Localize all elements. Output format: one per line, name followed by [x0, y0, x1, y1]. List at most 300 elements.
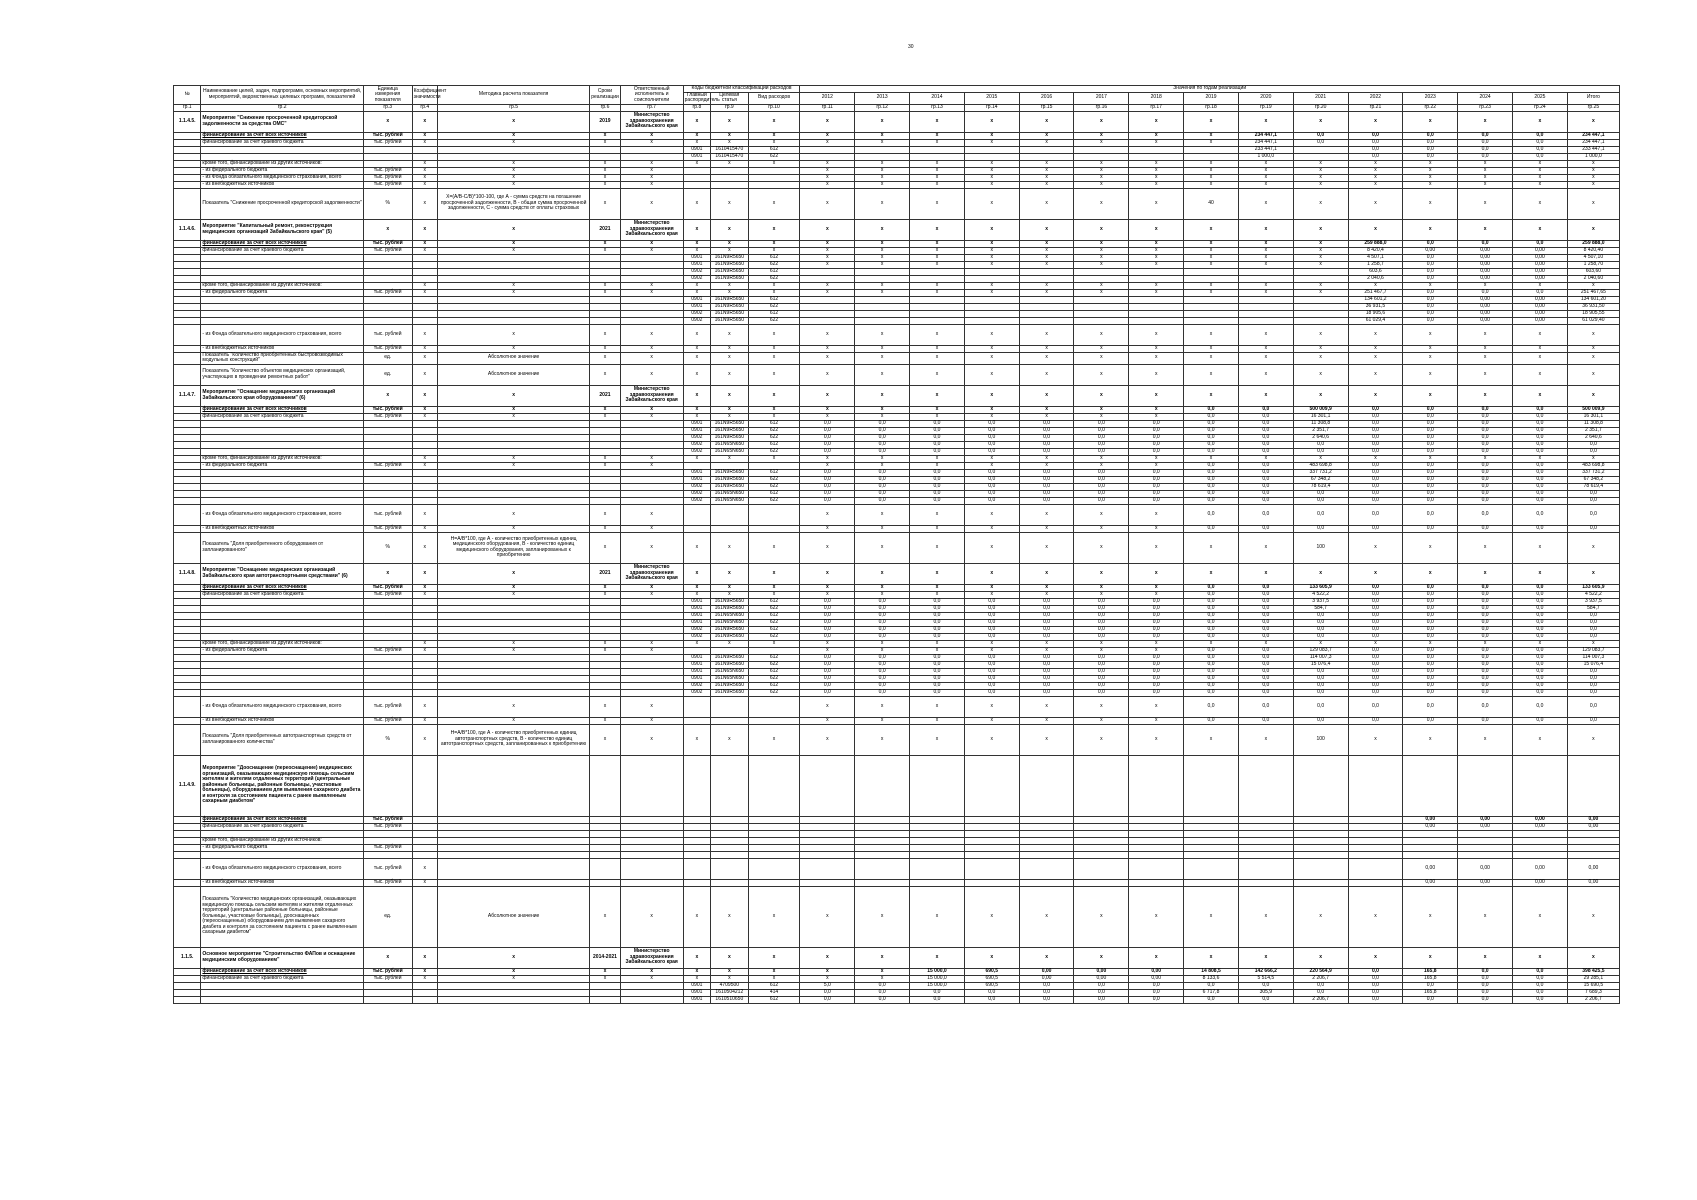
cell-no — [174, 188, 201, 219]
cell-col-20: 0,0 — [1293, 619, 1348, 626]
cell-deadline: 2021 — [590, 563, 620, 584]
cell-col-16: 0,0 — [1074, 434, 1129, 441]
table-row — [174, 240, 1620, 247]
cell-no — [174, 612, 201, 619]
cell-col-14: 0,0 — [964, 469, 1019, 476]
cell-col-10 — [748, 717, 800, 724]
cell-responsible: х — [620, 717, 683, 724]
cell-col-11 — [800, 823, 855, 830]
cell-col-20: 78 619,4 — [1293, 483, 1348, 490]
cell-col-23: х — [1458, 724, 1513, 755]
cell-name: - из федерального бюджета — [201, 167, 363, 174]
cell-col-17: 0,0 — [1129, 689, 1184, 696]
cell-col-18: 0,0 — [1184, 497, 1239, 504]
cell-col-25: 0,00 — [1567, 816, 1619, 823]
table-row — [174, 132, 1620, 139]
cell-coef — [412, 844, 437, 851]
cell-col-18 — [1184, 837, 1239, 844]
cell-col-23 — [1458, 851, 1513, 858]
cell-col-14 — [964, 296, 1019, 303]
cell-col-14: 0,0 — [964, 661, 1019, 668]
cell-no — [174, 406, 201, 413]
cell-col-20 — [1293, 879, 1348, 886]
cell-col-15 — [1019, 303, 1074, 310]
cell-unit: тыс. рублей — [363, 174, 412, 181]
cell-col-23: х — [1458, 364, 1513, 385]
cell-deadline: 2019 — [590, 111, 620, 132]
cell-col-16: х — [1074, 254, 1129, 261]
cell-responsible: х — [620, 174, 683, 181]
cell-col-25: 337 731,2 — [1567, 469, 1619, 476]
cell-col-24: 0,0 — [1512, 633, 1567, 640]
cell-col-17: х — [1129, 640, 1184, 647]
cell-unit: тыс. рублей — [363, 240, 412, 247]
cell-col-8: х — [683, 324, 710, 345]
cell-col-10: 612 — [748, 469, 800, 476]
cell-col-9 — [711, 879, 749, 886]
cell-col-13: х — [910, 406, 965, 413]
cell-col-10: 622 — [748, 675, 800, 682]
cell-col-16: х — [1074, 413, 1129, 420]
cell-col-19 — [1238, 879, 1293, 886]
cell-col-15: х — [1019, 132, 1074, 139]
cell-col-17 — [1129, 303, 1184, 310]
cell-coef: х — [412, 345, 437, 352]
cell-col-12: х — [855, 385, 910, 406]
cell-col-18: 0,0 — [1184, 647, 1239, 654]
cell-col-15: х — [1019, 364, 1074, 385]
cell-coef — [412, 497, 437, 504]
cell-name: кроме того, финансирование из других источников: — [201, 455, 363, 462]
cell-col-22: х — [1403, 324, 1458, 345]
cell-col-17 — [1129, 268, 1184, 275]
cell-coef — [412, 469, 437, 476]
cell-col-16: х — [1074, 591, 1129, 598]
cell-col-19: 0,0 — [1238, 490, 1293, 497]
cell-col-13: 0,0 — [910, 682, 965, 689]
cell-col-22: 0,0 — [1403, 476, 1458, 483]
cell-col-14: х — [964, 174, 1019, 181]
cell-col-10: х — [748, 111, 800, 132]
cell-col-18: 0,0 — [1184, 448, 1239, 455]
cell-col-23: 0,0 — [1458, 139, 1513, 146]
table-row — [174, 167, 1620, 174]
cell-col-9: 161N9R5650 — [711, 483, 749, 490]
cell-col-15: х — [1019, 240, 1074, 247]
cell-col-13: х — [910, 504, 965, 525]
cell-col-23: 0,0 — [1458, 633, 1513, 640]
cell-col-11: 0,0 — [800, 619, 855, 626]
cell-col-24: 0,0 — [1512, 982, 1567, 989]
cell-method — [437, 682, 589, 689]
cell-method — [437, 755, 589, 816]
cell-col-20: 0,0 — [1293, 682, 1348, 689]
cell-col-13: х — [910, 584, 965, 591]
cell-col-9: 161N9R5650 — [711, 476, 749, 483]
cell-deadline: х — [590, 247, 620, 254]
cell-name: кроме того, финансирование из других источников: — [201, 282, 363, 289]
cell-col-15: 0,00 — [1019, 968, 1074, 975]
cell-name — [201, 612, 363, 619]
cell-unit — [363, 989, 412, 996]
column-number-1: гр.1 — [174, 104, 201, 111]
cell-col-10: 622 — [748, 303, 800, 310]
cell-col-21: 0,0 — [1348, 483, 1403, 490]
cell-col-12: х — [855, 717, 910, 724]
cell-col-8: 0901 — [683, 303, 710, 310]
cell-col-13: х — [910, 563, 965, 584]
cell-col-12 — [855, 858, 910, 879]
cell-col-9: 161N65N650 — [711, 675, 749, 682]
cell-col-14: х — [964, 886, 1019, 947]
cell-unit — [363, 160, 412, 167]
cell-col-18: х — [1184, 160, 1239, 167]
cell-col-19: х — [1238, 345, 1293, 352]
cell-col-14: х — [964, 385, 1019, 406]
cell-no — [174, 689, 201, 696]
cell-col-18: 0,0 — [1184, 441, 1239, 448]
cell-col-21: 0,0 — [1348, 434, 1403, 441]
header-year-Итого: Итого — [1567, 92, 1619, 104]
cell-responsible — [620, 268, 683, 275]
cell-col-9: 161N9R5650 — [711, 682, 749, 689]
table-row — [174, 619, 1620, 626]
cell-coef: х — [412, 879, 437, 886]
cell-col-15: 0,0 — [1019, 689, 1074, 696]
cell-col-8: х — [683, 219, 710, 240]
cell-col-8: х — [683, 532, 710, 563]
cell-responsible — [620, 448, 683, 455]
cell-coef: х — [412, 532, 437, 563]
cell-col-10: х — [748, 413, 800, 420]
cell-no — [174, 160, 201, 167]
cell-col-8: 0901 — [683, 476, 710, 483]
cell-deadline: х — [590, 717, 620, 724]
cell-col-25: 0,0 — [1567, 504, 1619, 525]
cell-col-23: х — [1458, 160, 1513, 167]
cell-col-20: 0,0 — [1293, 989, 1348, 996]
cell-col-23: х — [1458, 886, 1513, 947]
cell-col-19: 0,0 — [1238, 497, 1293, 504]
cell-col-23: 0,0 — [1458, 240, 1513, 247]
cell-col-10: 622 — [748, 317, 800, 324]
cell-col-23: 0,0 — [1458, 420, 1513, 427]
cell-col-11: х — [800, 640, 855, 647]
cell-col-11: 0,0 — [800, 469, 855, 476]
cell-col-11: 0,0 — [800, 689, 855, 696]
cell-name: Показатель "Количество объектов медицинских организаций, участвующих в проведении ремонтных работ" — [201, 364, 363, 385]
cell-unit — [363, 476, 412, 483]
cell-col-11: х — [800, 504, 855, 525]
cell-coef — [412, 476, 437, 483]
cell-name — [201, 661, 363, 668]
program-table — [173, 85, 1620, 1004]
cell-col-15: 0,0 — [1019, 633, 1074, 640]
column-number-3: гр.3 — [363, 104, 412, 111]
cell-coef: х — [412, 413, 437, 420]
cell-col-16: 0,0 — [1074, 448, 1129, 455]
cell-deadline — [590, 654, 620, 661]
cell-deadline: х — [590, 647, 620, 654]
cell-col-17: х — [1129, 696, 1184, 717]
cell-col-17: 0,0 — [1129, 448, 1184, 455]
cell-col-9: 161N9R5650 — [711, 689, 749, 696]
cell-col-23: 0,00 — [1458, 310, 1513, 317]
cell-col-24: 0,0 — [1512, 139, 1567, 146]
cell-col-19 — [1238, 837, 1293, 844]
cell-col-14: х — [964, 696, 1019, 717]
cell-col-18: х — [1184, 174, 1239, 181]
cell-col-12: 0,0 — [855, 661, 910, 668]
cell-name: кроме того, финансирование из других источников: — [201, 837, 363, 844]
cell-responsible — [620, 823, 683, 830]
cell-col-15 — [1019, 823, 1074, 830]
cell-deadline: х — [590, 584, 620, 591]
cell-col-14 — [964, 816, 1019, 823]
cell-col-25: х — [1567, 455, 1619, 462]
cell-col-9: 161N9R5650 — [711, 310, 749, 317]
cell-col-18 — [1184, 851, 1239, 858]
cell-col-13: х — [910, 247, 965, 254]
table-row — [174, 174, 1620, 181]
cell-col-22: 0,0 — [1403, 275, 1458, 282]
cell-col-11 — [800, 844, 855, 851]
cell-no — [174, 413, 201, 420]
cell-name: финансирование за счет краевого бюджета — [201, 823, 363, 830]
cell-col-24: х — [1512, 174, 1567, 181]
cell-col-18: 0,0 — [1184, 717, 1239, 724]
cell-col-12 — [855, 837, 910, 844]
table-row — [174, 844, 1620, 851]
cell-col-22 — [1403, 755, 1458, 816]
cell-col-15 — [1019, 755, 1074, 816]
cell-col-17 — [1129, 879, 1184, 886]
cell-name: финансирование за счет краевого бюджета — [201, 975, 363, 982]
cell-no — [174, 490, 201, 497]
cell-unit: тыс. рублей — [363, 247, 412, 254]
cell-col-10 — [748, 462, 800, 469]
cell-col-22: 0,0 — [1403, 504, 1458, 525]
cell-name — [201, 989, 363, 996]
cell-col-16: х — [1074, 261, 1129, 268]
cell-responsible: х — [620, 886, 683, 947]
cell-col-8: х — [683, 724, 710, 755]
cell-no — [174, 462, 201, 469]
header-year-2013: 2013 — [855, 92, 910, 104]
cell-col-8: 0901 — [683, 654, 710, 661]
cell-col-8: х — [683, 139, 710, 146]
cell-no: 1.1.4.6. — [174, 219, 201, 240]
cell-responsible: х — [620, 455, 683, 462]
cell-col-19: 0,0 — [1238, 598, 1293, 605]
header-budget-2: Целевая статья — [711, 92, 749, 104]
cell-method: х — [437, 504, 589, 525]
cell-unit: х — [363, 947, 412, 968]
cell-col-11: х — [800, 240, 855, 247]
cell-coef — [412, 626, 437, 633]
cell-col-12: х — [855, 724, 910, 755]
cell-col-8: 0902 — [683, 626, 710, 633]
cell-deadline: х — [590, 324, 620, 345]
cell-col-21: 61 029,4 — [1348, 317, 1403, 324]
cell-col-11: 0,0 — [800, 598, 855, 605]
cell-col-16: х — [1074, 240, 1129, 247]
cell-col-24: 0,0 — [1512, 668, 1567, 675]
cell-col-18: 0,0 — [1184, 668, 1239, 675]
column-number-20: гр.20 — [1293, 104, 1348, 111]
table-row — [174, 261, 1620, 268]
table-row — [174, 989, 1620, 996]
cell-coef: х — [412, 724, 437, 755]
cell-deadline — [590, 490, 620, 497]
cell-col-18: 0,0 — [1184, 619, 1239, 626]
cell-col-19: 0,0 — [1238, 605, 1293, 612]
cell-col-9: х — [711, 591, 749, 598]
cell-responsible: х — [620, 647, 683, 654]
cell-col-18: х — [1184, 139, 1239, 146]
cell-method: х — [437, 132, 589, 139]
cell-col-16: х — [1074, 188, 1129, 219]
cell-col-21: 0,0 — [1348, 490, 1403, 497]
cell-col-8: х — [683, 947, 710, 968]
cell-col-16: х — [1074, 455, 1129, 462]
cell-col-11: 0,0 — [800, 483, 855, 490]
cell-deadline — [590, 254, 620, 261]
cell-col-11: 0,0 — [800, 989, 855, 996]
cell-col-11: х — [800, 647, 855, 654]
column-number-21: гр.21 — [1348, 104, 1403, 111]
column-number-22: гр.22 — [1403, 104, 1458, 111]
cell-col-19 — [1238, 275, 1293, 282]
cell-col-10: х — [748, 886, 800, 947]
cell-col-24: 0,0 — [1512, 612, 1567, 619]
cell-col-18: 0,0 — [1184, 605, 1239, 612]
cell-col-24: 0,00 — [1512, 317, 1567, 324]
cell-col-8 — [683, 181, 710, 188]
cell-no: 1.1.4.9. — [174, 755, 201, 816]
cell-col-25: 500 009,9 — [1567, 406, 1619, 413]
cell-col-20: 3 937,5 — [1293, 598, 1348, 605]
cell-col-18 — [1184, 844, 1239, 851]
cell-name: - из Фонда обязательного медицинского страхования, всего — [201, 504, 363, 525]
cell-col-10 — [748, 504, 800, 525]
cell-col-8: 0901 — [683, 612, 710, 619]
cell-deadline — [590, 823, 620, 830]
cell-col-15: х — [1019, 324, 1074, 345]
cell-col-24: 0,0 — [1512, 675, 1567, 682]
cell-col-9: 161N9R5650 — [711, 434, 749, 441]
cell-method: Абсолютное значение — [437, 352, 589, 364]
cell-col-10: х — [748, 282, 800, 289]
cell-col-22: 0,0 — [1403, 717, 1458, 724]
cell-col-9: х — [711, 886, 749, 947]
cell-no — [174, 975, 201, 982]
cell-col-23: 0,0 — [1458, 717, 1513, 724]
cell-col-23: 0,0 — [1458, 682, 1513, 689]
cell-col-21: 1 258,7 — [1348, 261, 1403, 268]
cell-col-23 — [1458, 844, 1513, 851]
cell-col-9: х — [711, 240, 749, 247]
cell-col-11: х — [800, 406, 855, 413]
cell-col-17: х — [1129, 455, 1184, 462]
cell-col-14: х — [964, 188, 1019, 219]
cell-col-8 — [683, 174, 710, 181]
cell-responsible: х — [620, 167, 683, 174]
cell-method: х — [437, 975, 589, 982]
cell-col-10: 622 — [748, 633, 800, 640]
cell-col-25: 0,0 — [1567, 689, 1619, 696]
cell-col-16: х — [1074, 167, 1129, 174]
cell-col-25: 233 447,1 — [1567, 146, 1619, 153]
cell-col-18: х — [1184, 532, 1239, 563]
cell-col-10: 612 — [748, 268, 800, 275]
cell-col-8: х — [683, 364, 710, 385]
cell-col-11: х — [800, 219, 855, 240]
cell-col-11: х — [800, 160, 855, 167]
cell-col-21: 0,0 — [1348, 525, 1403, 532]
cell-col-13: 0,0 — [910, 612, 965, 619]
cell-col-10: 622 — [748, 619, 800, 626]
cell-col-16: х — [1074, 174, 1129, 181]
cell-col-13 — [910, 879, 965, 886]
cell-col-22: 0,0 — [1403, 434, 1458, 441]
header-coef: Коэффициент значимости — [412, 86, 437, 105]
cell-no — [174, 261, 201, 268]
cell-col-21: 0,0 — [1348, 584, 1403, 591]
cell-col-17: х — [1129, 160, 1184, 167]
cell-no — [174, 696, 201, 717]
cell-col-9: 161N9R5650 — [711, 598, 749, 605]
cell-col-14: х — [964, 219, 1019, 240]
cell-col-25: 483 698,8 — [1567, 462, 1619, 469]
cell-col-14: х — [964, 139, 1019, 146]
cell-responsible — [620, 275, 683, 282]
cell-col-15 — [1019, 310, 1074, 317]
cell-col-21: 0,0 — [1348, 689, 1403, 696]
cell-col-18 — [1184, 153, 1239, 160]
cell-responsible — [620, 254, 683, 261]
cell-col-17: 0,0 — [1129, 441, 1184, 448]
cell-col-15 — [1019, 816, 1074, 823]
cell-col-24: х — [1512, 385, 1567, 406]
cell-col-18: 0,0 — [1184, 598, 1239, 605]
cell-col-20: 584,7 — [1293, 605, 1348, 612]
cell-col-15: х — [1019, 219, 1074, 240]
cell-col-11: 0,0 — [800, 448, 855, 455]
cell-coef — [412, 989, 437, 996]
column-number-25: гр.25 — [1567, 104, 1619, 111]
cell-col-16 — [1074, 153, 1129, 160]
table-row — [174, 483, 1620, 490]
cell-col-20: х — [1293, 385, 1348, 406]
cell-no — [174, 626, 201, 633]
cell-col-17: х — [1129, 174, 1184, 181]
cell-col-14: х — [964, 181, 1019, 188]
cell-no — [174, 324, 201, 345]
cell-col-16: 0,0 — [1074, 654, 1129, 661]
cell-col-22: х — [1403, 167, 1458, 174]
cell-col-13: х — [910, 385, 965, 406]
cell-deadline — [590, 661, 620, 668]
header-year-2023: 2023 — [1403, 92, 1458, 104]
cell-col-18: х — [1184, 640, 1239, 647]
cell-unit — [363, 303, 412, 310]
cell-col-13: х — [910, 724, 965, 755]
cell-unit — [363, 598, 412, 605]
cell-col-23: 0,0 — [1458, 441, 1513, 448]
cell-deadline — [590, 497, 620, 504]
cell-unit — [363, 153, 412, 160]
